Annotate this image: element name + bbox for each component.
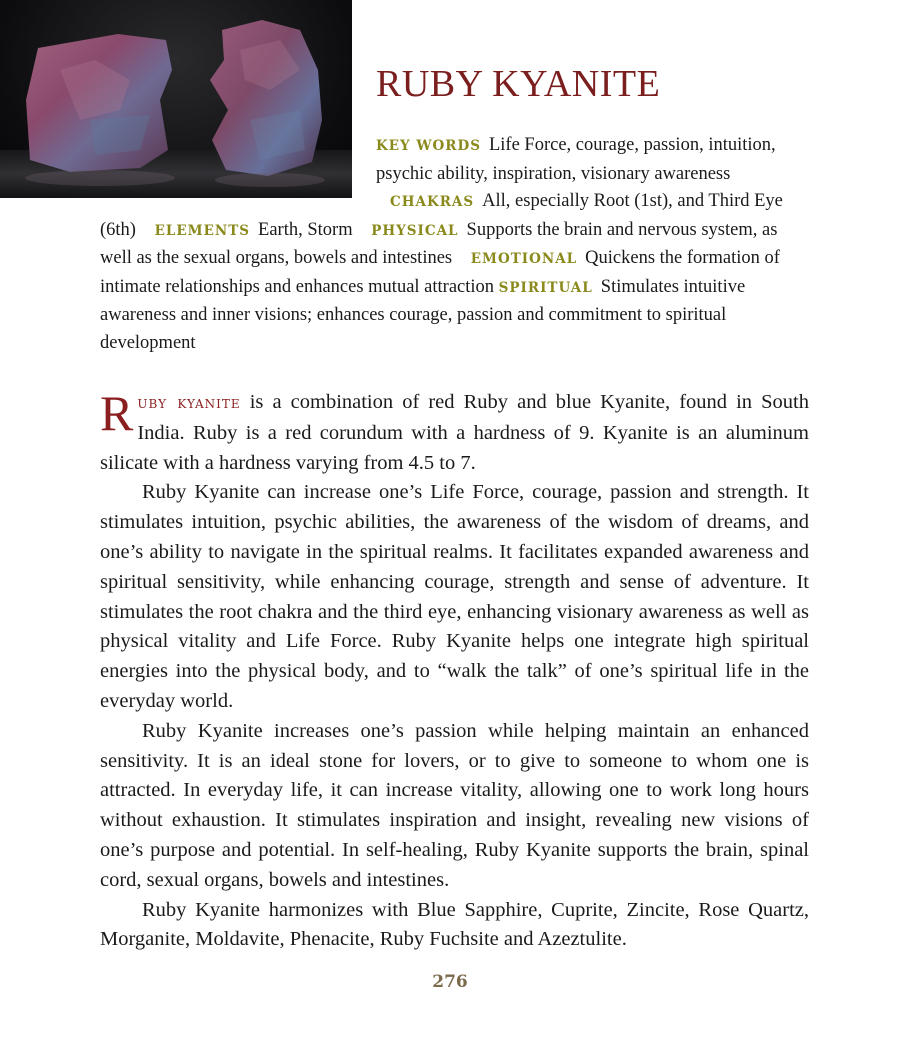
body-text <box>100 385 809 955</box>
page-number: 276 <box>432 972 468 992</box>
prop-label-physical: PHYSICAL <box>371 222 459 239</box>
prop-text-spiritual: Stimulates intuitive awareness and inner visions; enhances courage, passion and commitment to spiritual development <box>100 276 746 353</box>
prop-label-spiritual: SPIRITUAL <box>498 279 593 296</box>
image-wrap-space <box>100 132 376 214</box>
prop-label-emotional: EMOTIONAL <box>470 251 578 267</box>
properties-block <box>100 132 790 357</box>
prop-text-key-words: Life Force, courage, passion, intuition, psychic ability, inspiration, visionary awareness <box>376 135 776 184</box>
page-title: RUBY KYANITE <box>376 63 661 105</box>
drop-cap: R <box>100 385 134 441</box>
paragraph-2: Ruby Kyanite can increase one’s Life Force, courage, passion and strength. It stimulates intuition, psychic abilities, the awareness of the wisdom of dreams, and one’s ability to navigate in the spiritual realms. It facilitates expanded awareness and spiritual sensitivity, while enhancing courage, strength and sense of adventure. It stimulates the root chakra and the third eye, enhancing visionary awareness as well as physical vitality and Life Force. Ruby Kyanite helps one integrate high spiritual energies into the physical body, and to “walk the talk” of one’s spiritual life in the everyday world. <box>100 481 809 712</box>
prop-label-chakras: CHAKRAS <box>390 194 475 210</box>
paragraph-1-text: is a combination of red Ruby and blue Kyanite, found in South India. Ruby is a red corundum with a hardness of 9. Kyanite is an aluminum silicate with a hardness varying from 4.5 to 7. <box>100 391 809 474</box>
lead-small-caps: uby kyanite <box>137 393 241 413</box>
prop-text-physical: Supports the brain and nervous system, as well as the sexual organs, bowels and intestines <box>100 219 778 268</box>
prop-text-chakras: All, especially Root (1st), and Third Eye (6th) <box>100 191 783 240</box>
paragraph-4: Ruby Kyanite harmonizes with Blue Sapphire, Cuprite, Zincite, Rose Quartz, Morganite, Moldavite, Phenacite, Ruby Fuchsite and Azeztulite. <box>100 898 809 951</box>
prop-label-key-words: KEY WORDS <box>376 138 481 154</box>
prop-text-emotional: Quickens the formation of intimate relationships and enhances mutual attraction <box>100 248 780 297</box>
prop-text-elements: Earth, Storm <box>258 219 353 240</box>
paragraph-3: Ruby Kyanite increases one’s passion while helping maintain an enhanced sensitivity. It is an ideal stone for lovers, or to give to someone to whom one is attracted. In everyday life, it can increase vitality, allowing one to work long hours without exhaustion. It stimulates inspiration and insight, revealing new visions of one’s purpose and potential. In self-healing, Ruby Kyanite supports the brain, spinal cord, sexual organs, bowels and intestines. <box>100 719 809 891</box>
prop-label-elements: ELEMENTS <box>154 222 251 239</box>
paragraph-1 <box>100 385 809 478</box>
